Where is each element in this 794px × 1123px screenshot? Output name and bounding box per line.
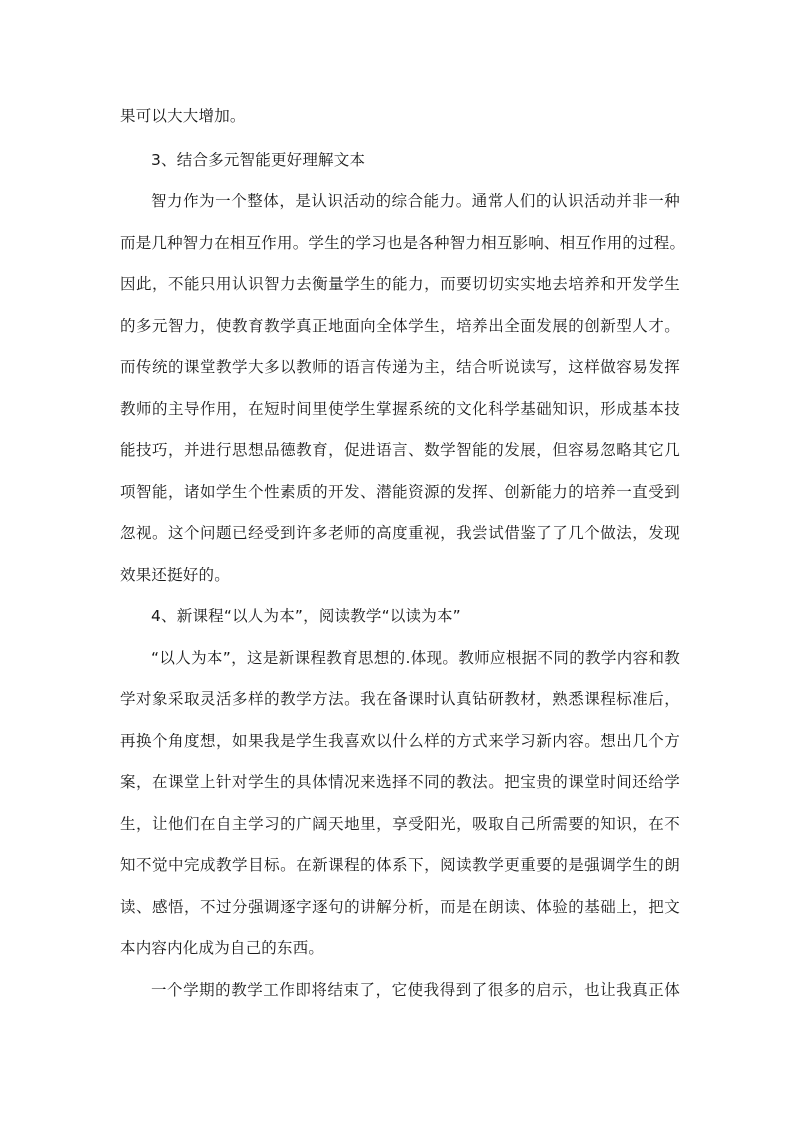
text-line: 教师的主导作用，在短时间里使学生掌握系统的文化科学基础知识，形成基本技 xyxy=(120,400,680,418)
text-line: 知不觉中完成教学目标。在新课程的体系下，阅读教学更重要的是强调学生的朗 xyxy=(120,856,680,874)
text-line: 而是几种智力在相互作用。学生的学习也是各种智力相互影响、相互作用的过程。 xyxy=(120,234,686,252)
text-line: 再换个角度想，如果我是学生我喜欢以什么样的方式来学习新内容。想出几个方 xyxy=(120,732,680,750)
text-line: 因此，不能只用认识智力去衡量学生的能力，而要切切实实地去培养和开发学生 xyxy=(120,275,680,293)
text-line: 忽视。这个问题已经受到许多老师的高度重视，我尝试借鉴了了几个做法，发现 xyxy=(120,524,680,542)
text-line: 案，在课堂上针对学生的具体情况来选择不同的教法。把宝贵的课堂时间还给学 xyxy=(120,773,680,791)
text-line: 的多元智力，使教育教学真正地面向全体学生，培养出全面发展的创新型人才。 xyxy=(120,317,680,335)
text-line: 一个学期的教学工作即将结束了，它使我得到了很多的启示，也让我真正体 xyxy=(151,981,680,999)
text-line: 读、感悟，不过分强调逐字逐句的讲解分析，而是在朗读、体验的基础上，把文 xyxy=(120,898,680,916)
text-line: 果可以大大增加。 xyxy=(120,107,246,125)
text-line: 而传统的课堂教学大多以教师的语言传递为主，结合听说读写，这样做容易发挥 xyxy=(120,358,680,376)
text-line: 智力作为一个整体，是认识活动的综合能力。通常人们的认识活动并非一种 xyxy=(151,192,680,210)
text-line: 生，让他们在自主学习的广阔天地里，享受阳光，吸取自己所需要的知识，在不 xyxy=(120,815,680,833)
section-heading: 3、结合多元智能更好理解文本 xyxy=(151,151,366,169)
text-line: 学对象采取灵活多样的教学方法。我在备课时认真钻研教材，熟悉课程标准后， xyxy=(120,690,680,708)
text-line: “以人为本”，这是新课程教育思想的.体现。教师应根据不同的教学内容和教 xyxy=(151,649,680,667)
text-line: 本内容内化成为自己的东西。 xyxy=(120,939,325,957)
text-line: 项智能，诸如学生个性素质的开发、潜能资源的发挥、创新能力的培养一直受到 xyxy=(120,483,680,501)
text-line: 效果还挺好的。 xyxy=(120,566,230,584)
text-line: 能技巧，并进行思想品德教育，促进语言、数学智能的发展，但容易忽略其它几 xyxy=(120,441,680,459)
section-heading: 4、新课程“以人为本”，阅读教学“以读为本” xyxy=(151,607,461,625)
